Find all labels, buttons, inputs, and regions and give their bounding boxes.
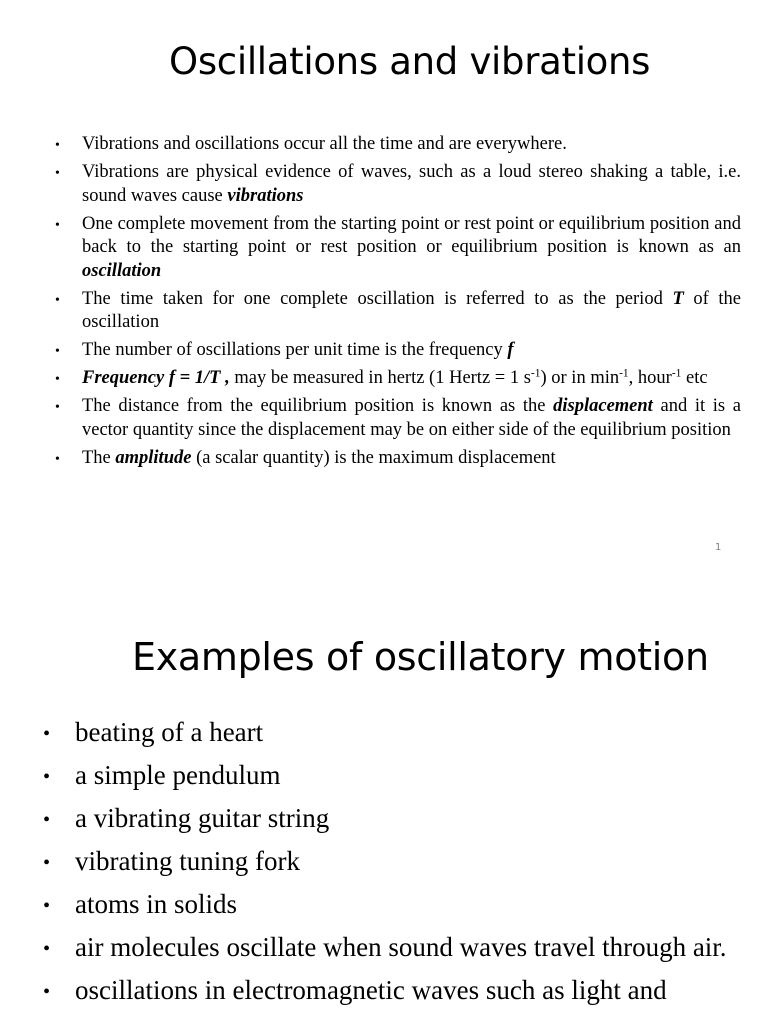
bullet-icon: •	[43, 723, 51, 745]
slide-1-bullet-list	[55, 133, 741, 475]
bullet-icon: •	[55, 138, 60, 153]
page-number: 1	[715, 542, 722, 553]
slide-2	[0, 590, 768, 1024]
list-item: • a simple pendulum	[43, 757, 729, 793]
bullet-icon: •	[55, 451, 60, 467]
bullet-icon: •	[55, 292, 60, 308]
list-item: • Vibrations are physical evidence of waves, such as a loud stereo shaking a table, i.e. sound waves cause vibrations	[55, 162, 741, 206]
list-item: • vibrating tuning fork	[43, 843, 729, 879]
list-item: • air molecules oscillate when sound waves travel through air.	[43, 929, 729, 965]
bullet-icon: •	[43, 809, 51, 831]
list-item: • oscillations in electromagnetic waves such as light and	[43, 972, 729, 1008]
bullet-icon: •	[55, 344, 60, 359]
list-item: • The amplitude (a scalar quantity) is the maximum displacement	[55, 447, 741, 471]
slide-2-bullet-list	[43, 714, 729, 1015]
list-item: • The number of oscillations per unit time is the frequency f	[55, 339, 741, 363]
list-item: • The distance from the equilibrium position is known as the displacement and it is a vector quantity since the displacement may be on either side of the equilibrium position	[55, 396, 741, 440]
list-item: • beating of a heart	[43, 714, 729, 750]
bullet-icon: •	[43, 938, 51, 960]
slide-1-title: Oscillations and vibrations	[169, 40, 651, 83]
bullet-icon: •	[43, 766, 51, 788]
slide-2-title: Examples of oscillatory motion	[132, 635, 709, 679]
bullet-icon: •	[55, 217, 60, 233]
list-item: • Frequency f = 1/T , may be measured in hertz (1 Hertz = 1 $s^{-1}$) or in $\min^{-1}$, hour$^{-1}$ etc	[55, 367, 741, 391]
list-item: • One complete movement from the starting point or rest point or equilibrium position and back to the starting point or rest position or equilibrium position is known as an oscillation	[55, 213, 741, 281]
list-item: • atoms in solids	[43, 886, 729, 922]
bullet-icon: •	[43, 852, 51, 874]
bullet-icon: •	[55, 400, 60, 415]
list-item: • a vibrating guitar string	[43, 800, 729, 836]
bullet-icon: •	[55, 166, 60, 181]
bullet-icon: •	[43, 895, 51, 917]
bullet-icon: •	[43, 981, 51, 1003]
bullet-icon: •	[55, 372, 60, 387]
list-item: • The time taken for one complete oscillation is referred to as the period T of the oscillation	[55, 288, 741, 332]
list-item: • Vibrations and oscillations occur all the time and are everywhere.	[55, 133, 741, 157]
